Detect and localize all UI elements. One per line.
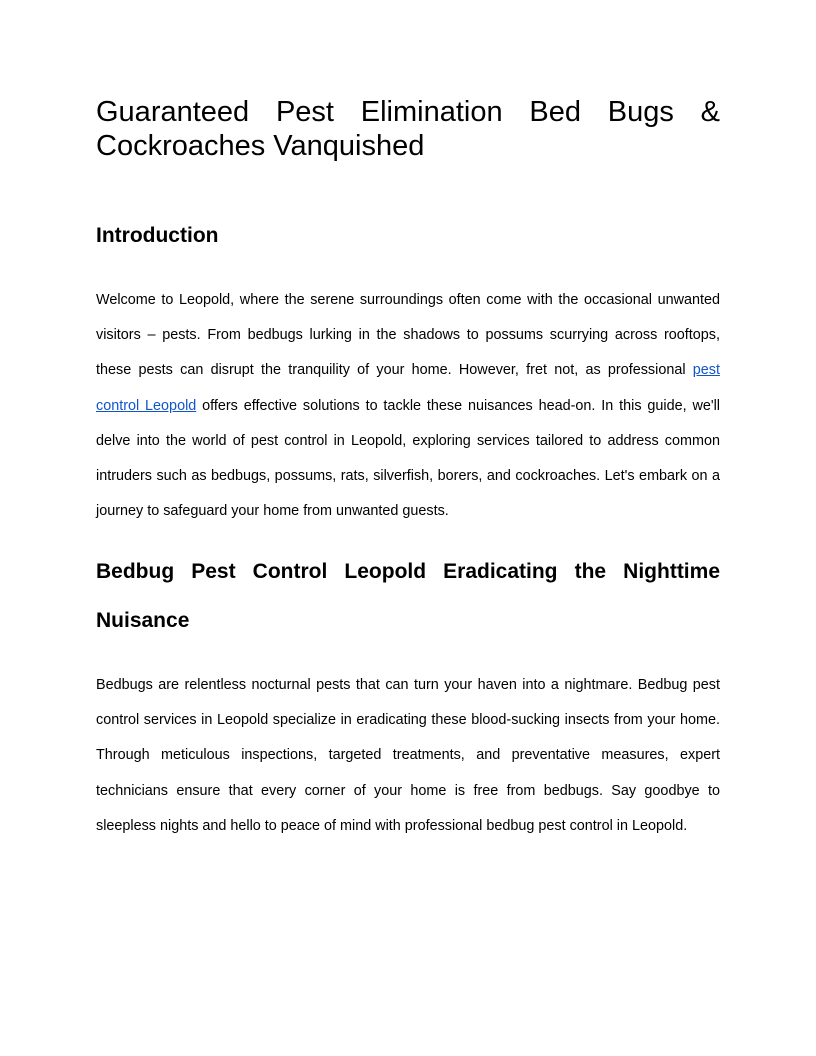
introduction-heading: Introduction bbox=[96, 224, 219, 247]
bedbug-paragraph: Bedbugs are relentless nocturnal pests that can turn your haven into a nightmare. Bedbug pest control services in Leopold specialize in eradicating these blood-sucking insects from your home. Through meticulous inspections, targeted treatments, and preventative measures, expert technicians ensure that every corner of your home is free from bedbugs. Say goodbye to sleepless nights and hello to peace of mind with professional bedbug pest control in Leopold. bbox=[96, 677, 720, 834]
introduction-text-after-link: offers effective solutions to tackle these nuisances head-on. In this guide, we'll delve into the world of pest control in Leopold, exploring services tailored to address common intruders such as bedbugs, possums, rats, silverfish, borers, and cockroaches. Let's embark on a journey to safeguard your home from unwanted guests. bbox=[96, 397, 720, 520]
document-title: Guaranteed Pest Elimination Bed Bugs & Cockroaches Vanquished bbox=[96, 96, 720, 162]
pest-control-leopold-link[interactable]: pest control Leopold bbox=[96, 362, 720, 414]
introduction-paragraph bbox=[96, 283, 720, 529]
bedbug-heading: Bedbug Pest Control Leopold Eradicating the Nighttime Nuisance bbox=[96, 560, 720, 632]
introduction-text-before-link: Welcome to Leopold, where the serene surroundings often come with the occasional unwanted visitors – pests. From bedbugs lurking in the shadows to possums scurrying across rooftops, these pests can disrupt the tranquility of your home. However, fret not, as professional bbox=[96, 292, 720, 379]
